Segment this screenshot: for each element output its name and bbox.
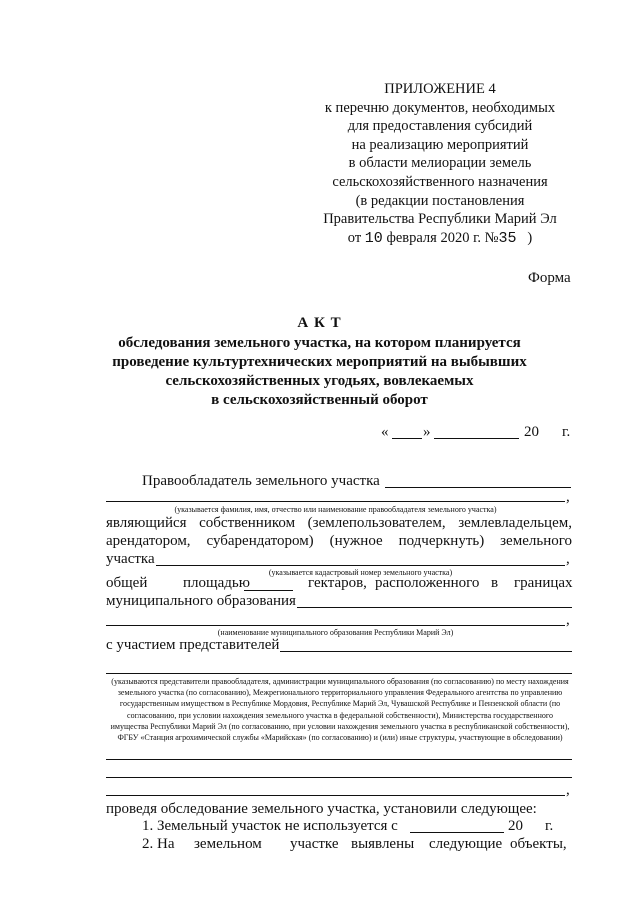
item2-word: объекты, (510, 836, 567, 852)
owner-comma: , (566, 489, 570, 505)
area-word: границах (514, 575, 573, 591)
appendix-line: для предоставления субсидий (347, 118, 533, 135)
item2-word: следующие (429, 836, 503, 852)
owner-blank-2[interactable] (106, 501, 565, 502)
act-subtitle-line: обследования земельного участка, на котором планируется (118, 335, 521, 351)
appendix-title: ПРИЛОЖЕНИЕ 4 (384, 81, 496, 97)
area-word: общей (106, 575, 148, 591)
participants-blank[interactable] (280, 651, 572, 652)
date-month-blank[interactable] (434, 438, 519, 439)
item2-word: выявлены (351, 836, 415, 852)
appendix-line: в области мелиорации земель (348, 155, 532, 172)
appendix-date: от 10 февраля 2020 г. №35 ) (347, 229, 533, 247)
owner-blank[interactable] (385, 487, 571, 488)
municipality-blank-2[interactable] (106, 625, 565, 626)
participants-blank-2[interactable] (106, 673, 572, 674)
act-subtitle-line: сельскохозяйственных угодьях, вовлекаемых (165, 373, 474, 389)
area-word: гектаров, (308, 575, 367, 591)
appendix-date-number: 35 (498, 229, 517, 247)
plot-hint: (указывается кадастровый номер земельного участка) (268, 568, 453, 577)
line-owner: являющийся собственником (землепользователем, землевладельцем, (106, 515, 572, 531)
date-open-quote: « (381, 424, 389, 440)
plot-comma: , (566, 551, 570, 567)
area-word: в (491, 575, 499, 591)
date-year-suffix: г. (562, 424, 571, 440)
appendix-header (300, 80, 580, 248)
participants-label: с участием представителей (106, 637, 280, 653)
blank-line[interactable] (106, 777, 572, 778)
area-word: расположенного (375, 575, 480, 591)
conclusion-text: проведя обследование земельного участка, установили следующее: (106, 801, 537, 817)
appendix-line: сельскохозяйственного назначения (332, 173, 548, 190)
line-tenant: арендатором, субарендатором) (нужное подчеркнуть) земельного (106, 533, 572, 549)
item2-word: участке (290, 836, 339, 852)
municipality-comma: , (566, 612, 570, 628)
participants-hint: (указываются представители правообладателя, администрации муниципального образования (по согласованию) по месту нахождения земельного участка (по согласованию), Межрегионального территориального управления Федерального агентства по управлению государственным имуществом в Республике Мордовия, Республике Марий Эл, Чувашской Республике и Пензенской области (по согласованию, при условии нахождения земельного участка в федеральной собственности), Министерства государственного имущества Республики Марий Эл (по согласованию, при условии нахождения земельного участка в республиканской собственности), ФГБУ «Станция агрохимической службы «Марийская» (по согласованию) и (или) иные структуры, участвующие в обследовании) (110, 677, 570, 743)
appendix-line: к перечню документов, необходимых (324, 99, 556, 116)
appendix-line: (в редакции постановления (355, 192, 525, 209)
owner-label: Правообладатель земельного участка (142, 473, 380, 489)
owner-hint: (указывается фамилия, имя, отчество или наименование правообладателя земельного участка) (174, 505, 497, 514)
date-day-blank[interactable] (392, 438, 422, 439)
item2-word: 2. На (142, 836, 175, 852)
blank-comma: , (566, 782, 570, 798)
item1-text: 1. Земельный участок не используется с (142, 818, 398, 834)
appendix-line: на реализацию мероприятий (351, 136, 529, 153)
form-label: Форма (528, 270, 571, 286)
appendix-date-day: 10 (364, 229, 383, 247)
area-word: площадью (183, 575, 250, 591)
act-title: А К Т (297, 315, 342, 331)
plot-label: участка (106, 551, 155, 567)
municipality-hint: (наименование муниципального образования Республики Марий Эл) (217, 628, 454, 637)
plot-blank[interactable] (156, 565, 565, 566)
item1-year: 20 (508, 818, 523, 834)
date-year-prefix: 20 (524, 424, 539, 440)
item1-date-blank[interactable] (410, 832, 504, 833)
area-blank[interactable] (244, 590, 293, 591)
blank-line[interactable] (106, 795, 565, 796)
act-subtitle-line: в сельскохозяйственный оборот (211, 392, 428, 408)
date-close-quote: » (423, 424, 431, 440)
item2-word: земельном (194, 836, 262, 852)
municipality-label: муниципального образования (106, 593, 296, 609)
appendix-line: Правительства Республики Марий Эл (323, 211, 557, 228)
municipality-blank[interactable] (297, 607, 572, 608)
item1-suffix: г. (545, 818, 554, 834)
blank-line[interactable] (106, 759, 572, 760)
act-subtitle-line: проведение культуртехнических мероприятий на выбывших (112, 354, 527, 370)
